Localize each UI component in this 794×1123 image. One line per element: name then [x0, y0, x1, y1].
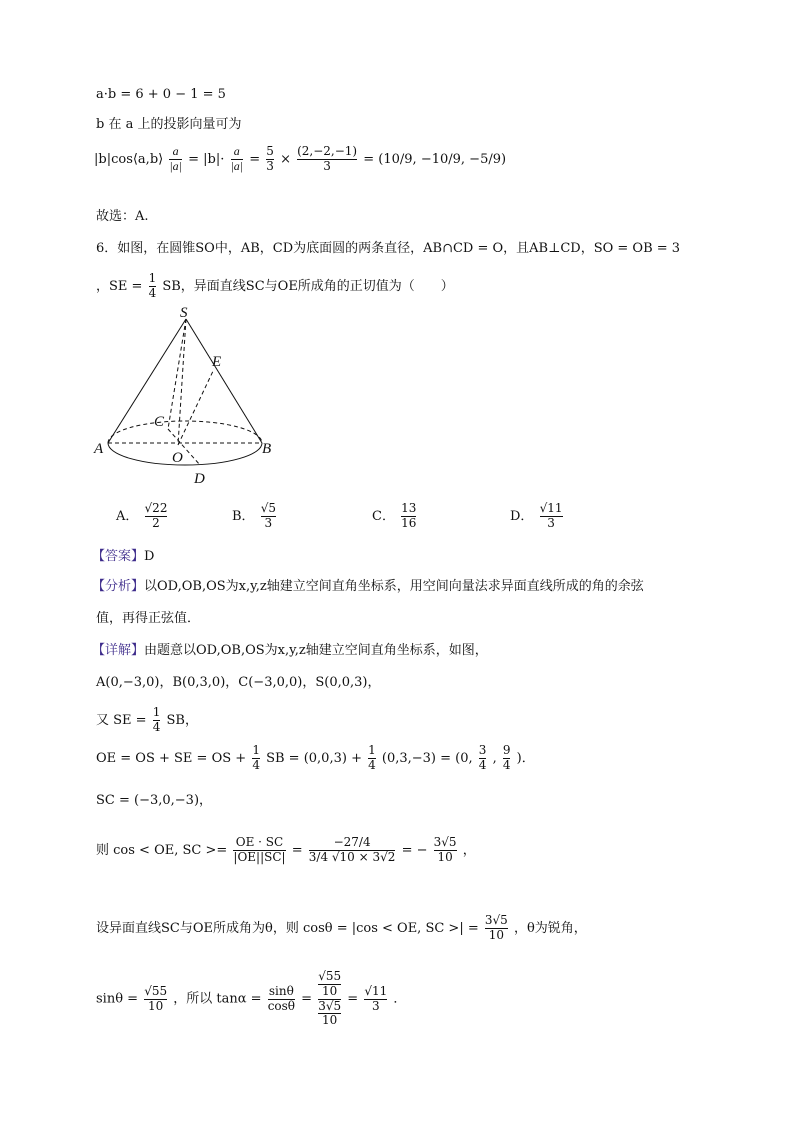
proj-vector-frac: $\frac{(2,-2,-1)}{3}$ [297, 144, 358, 173]
option-a[interactable]: A． $\frac{√22}{2}$ [116, 501, 168, 530]
option-d[interactable]: D． $\frac{√11}{3}$ [510, 501, 563, 530]
cos-line: 则 cos < OE, SC >= $\frac{OE \cdot SC}{|OE||SC|}$ = $\frac{-27/4}{3/4 √10 \times 3√2}$ = − $\frac{3√5}{10}$ ， [96, 835, 476, 864]
base-back-arc [108, 421, 262, 443]
cone-edge-sa [108, 319, 186, 443]
line-oe [178, 369, 214, 445]
proj-lhs: |b|cos⟨a,b⟩ [94, 151, 164, 167]
prev-answer: 故选：A. [96, 209, 149, 224]
question-line-1: 6．如图，在圆锥SO中，AB，CD为底面圆的两条直径，AB∩CD = O，且AB⊥CD，SO = OB = 3 [96, 241, 681, 256]
answer-line [92, 550, 154, 563]
label-c: C [154, 414, 165, 430]
unit-vector-frac-2: $\frac{a}{|a|}$ [230, 144, 244, 173]
projection-formula: |b|cos⟨a,b⟩ $\frac{a}{|a|}$ = |b|· $\frac{a}{|a|}$ = $\frac{5}{3}$ × $\frac{(2,-2,-1)}{3}$ = (10/9, −10/9, −5/9) [94, 144, 507, 173]
answer-value: D [144, 549, 155, 564]
option-c[interactable]: C． $\frac{13}{16}$ [372, 501, 417, 530]
proj-result: = (10/9, −10/9, −5/9) [363, 151, 507, 167]
analysis-line-1: 【分析】以OD,OB,OS为x,y,z轴建立空间直角坐标系，用空间向量法求异面直线所成的角的余弦 [92, 579, 644, 594]
label-s: S [180, 305, 188, 321]
label-e: E [212, 354, 222, 370]
proj-mid: = |b|· [188, 151, 225, 167]
oe-line: OE = OS + SE = OS + $\frac{1}{4}$ SB = (0,0,3) + $\frac{1}{4}$ (0,3,−3) = (0, $\frac{3}{4}$ , $\frac{9}{4}$ )． [96, 743, 535, 772]
se-frac: $\frac{1}{4}$ [148, 271, 157, 300]
dot-product-line: a·b = 6 + 0 − 1 = 5 [96, 87, 226, 102]
cone-figure [90, 305, 290, 490]
proj-scalar-frac: $\frac{5}{3}$ [266, 144, 274, 173]
base-front-arc [108, 443, 262, 465]
theta-line: 设异面直线SC与OE所成角为θ，则 cosθ = |cos < OE, SC >| = $\frac{3√5}{10}$ ，θ为锐角， [96, 913, 587, 942]
option-b[interactable]: B． $\frac{√5}{3}$ [232, 501, 276, 530]
label-b: B [262, 441, 272, 457]
label-o: O [172, 450, 183, 466]
nested-frac: $\frac{\frac{√55}{10}}{\frac{3√5}{10}}$ [318, 969, 342, 1028]
detail-line-1: 【详解】由题意以OD,OB,OS为x,y,z轴建立空间直角坐标系，如图， [92, 643, 488, 658]
question-line-2: ，SE = $\frac{1}{4}$ SB，异面直线SC与OE所成角的正切值为（ ） [96, 271, 454, 300]
analysis-line-2: 值，再得正弦值． [96, 611, 201, 626]
unit-vector-frac: $\frac{a}{|a|}$ [169, 144, 182, 173]
analysis-tag: 【分析】 [92, 579, 145, 594]
line-so [178, 319, 186, 445]
line-sc [168, 319, 186, 429]
se-line: 又 SE = $\frac{1}{4}$ SB， [96, 705, 198, 734]
sc-line: SC = (−3,0,−3)， [96, 793, 213, 808]
sin-tan-line: sinθ = $\frac{√55}{10}$ ，所以 tanα = $\frac{\sin\theta}{\cos\theta}$ = $\frac{\frac{√55}{10}}{\frac{3√5}{10}}$ = $\frac{√11}{3}$ ． [96, 969, 407, 1028]
label-a: A [94, 441, 104, 457]
projection-intro: b 在 a 上的投影向量可为 [96, 117, 242, 132]
coords-line: A(0,−3,0)，B(0,3,0)，C(−3,0,0)，S(0,0,3)， [96, 675, 381, 690]
answer-tag: 【答案】 [92, 549, 145, 564]
label-d: D [194, 471, 205, 487]
detail-tag: 【详解】 [92, 643, 145, 658]
